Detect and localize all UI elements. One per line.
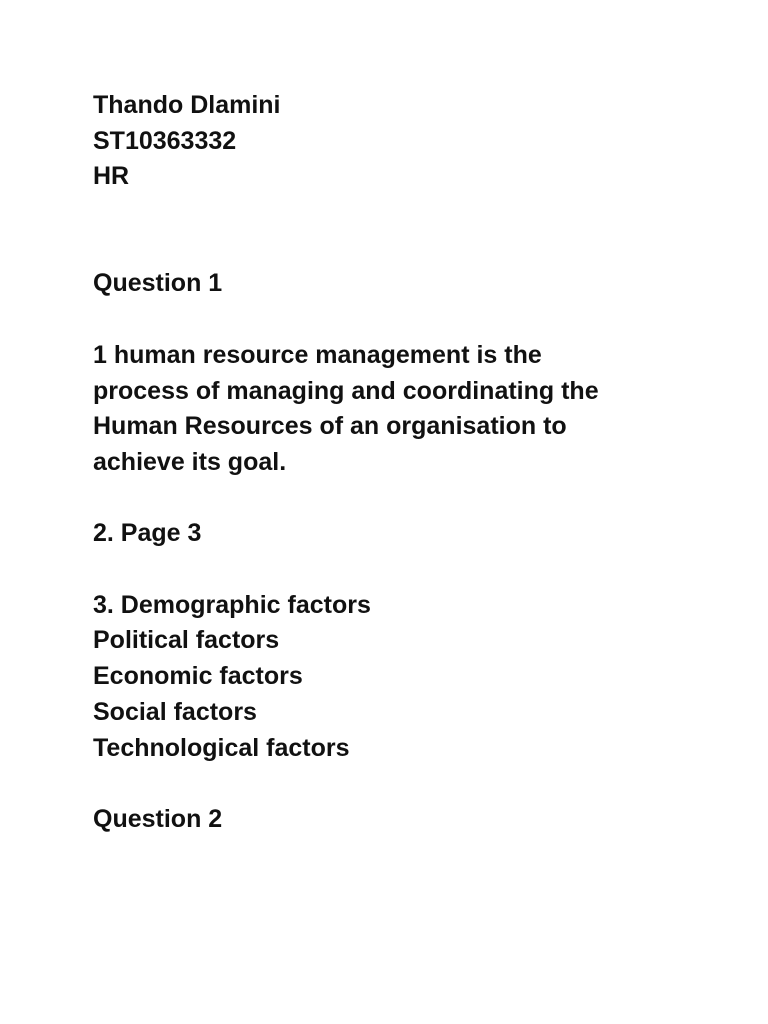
blank-line	[93, 766, 713, 802]
blank-line	[93, 302, 713, 338]
blank-line	[93, 481, 713, 517]
question-2-heading: Question 2	[93, 804, 223, 833]
answer-3-line: Economic factors	[93, 662, 303, 691]
answer-3-line: Social factors	[93, 697, 257, 726]
answer-1-line: Human Resources of an organisation to	[93, 412, 567, 441]
blank-line	[93, 195, 713, 231]
blank-line	[93, 231, 713, 267]
answer-1-line: 1 human resource management is the	[93, 340, 542, 369]
answer-3-line: Technological factors	[93, 733, 350, 762]
answer-1-line: achieve its goal.	[93, 447, 287, 476]
subject-label: HR	[93, 162, 130, 191]
answer-3-line: Political factors	[93, 626, 280, 655]
blank-line	[93, 552, 713, 588]
student-name: Thando Dlamini	[93, 91, 281, 119]
answer-2: 2. Page 3	[93, 519, 202, 548]
answer-3-line: 3. Demographic factors	[93, 590, 371, 619]
question-1-heading: Question 1	[93, 269, 223, 298]
student-number: ST10363332	[93, 126, 237, 155]
answer-1-line: process of managing and coordinating the	[93, 376, 599, 405]
document-body	[93, 88, 713, 838]
